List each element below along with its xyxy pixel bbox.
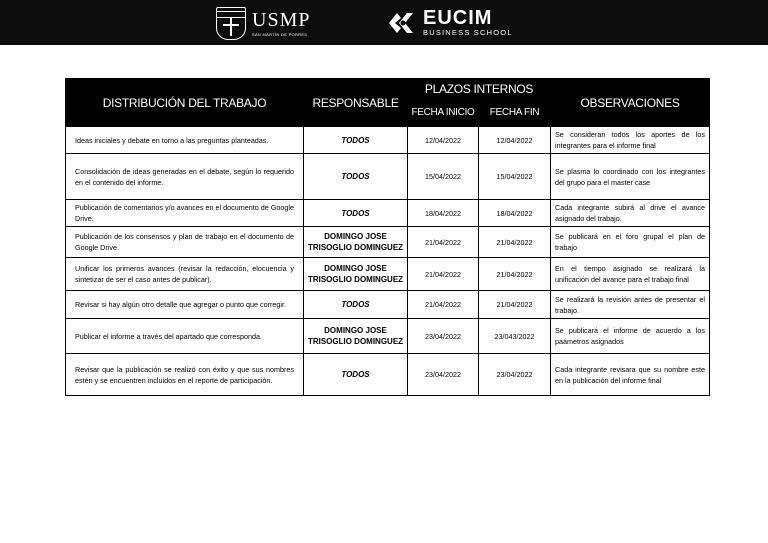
observaciones-cell: En el tiempo asignado se realizará la unificación del avance para el trabajo final xyxy=(551,258,710,291)
table-row xyxy=(66,291,710,319)
table-row xyxy=(66,227,710,258)
observaciones-cell: Se realizará la revisión antes de presentar el trabajo. xyxy=(551,291,710,319)
header-fecha-inicio: FECHA INICIO xyxy=(408,99,479,127)
fecha-inicio-cell: 18/04/2022 xyxy=(408,200,479,227)
fecha-fin-cell: 21/04/2022 xyxy=(479,291,551,319)
table-row xyxy=(66,127,710,154)
fecha-inicio-cell: 15/04/2022 xyxy=(408,154,479,200)
table-row xyxy=(66,258,710,291)
fecha-fin-cell: 23/043/2022 xyxy=(479,319,551,354)
fecha-fin-cell: 23/04/2022 xyxy=(479,354,551,396)
responsable-cell: TODOS xyxy=(304,291,408,319)
table-row xyxy=(66,200,710,227)
responsable-cell: TODOS xyxy=(304,354,408,396)
fecha-inicio-cell: 21/04/2022 xyxy=(408,291,479,319)
task-cell: Consolidación de ideas generadas en el debate, según lo requerido en el contenido del informe. xyxy=(66,154,304,200)
header-plazos-internos: PLAZOS INTERNOS xyxy=(408,79,551,99)
fecha-inicio-cell: 21/04/2022 xyxy=(408,227,479,258)
task-cell: Publicar el informe a través del apartado que corresponda. xyxy=(66,319,304,354)
table-row xyxy=(66,354,710,396)
eucim-logo xyxy=(387,8,513,38)
task-cell: Ideas iniciales y debate en torno a las preguntas planteadas. xyxy=(66,127,304,154)
header-banner xyxy=(0,0,768,45)
eucim-subtitle: BUSINESS SCHOOL xyxy=(423,28,513,37)
header-distribucion: DISTRIBUCIÓN DEL TRABAJO xyxy=(66,79,304,127)
observaciones-cell: Se publicará el informe de acuerdo a los paámetros asignados xyxy=(551,319,710,354)
responsable-cell: TODOS xyxy=(304,127,408,154)
responsable-cell: DOMINGO JOSE TRISOGLIO DOMINGUEZ xyxy=(304,258,408,291)
task-cell: Publicación de los consensos y plan de trabajo en el documento de Google Drive. xyxy=(66,227,304,258)
eucim-name: EUCIM xyxy=(423,7,493,29)
fecha-inicio-cell: 23/04/2022 xyxy=(408,319,479,354)
table-row xyxy=(66,154,710,200)
task-cell: Publicación de comentarios y/o avances en el documento de Google Drive. xyxy=(66,200,304,227)
observaciones-cell: Se consideran todos los aportes de los integrantes para el informe final xyxy=(551,127,710,154)
task-cell: Unificar los primeros avances (revisar la redacción, elocuencia y sintetizar de ser el caso antes de publicar). xyxy=(66,258,304,291)
fecha-fin-cell: 21/04/2022 xyxy=(479,258,551,291)
task-cell: Revisar que la publicación se realizó con éxito y que sus nombres estén y se encuentren incluidos en el reporte de participación. xyxy=(66,354,304,396)
observaciones-cell: Cada integrante subirá al drive el avance asignado del trabajo. xyxy=(551,200,710,227)
fecha-fin-cell: 21/04/2022 xyxy=(479,227,551,258)
eucim-emblem-icon xyxy=(387,10,415,36)
usmp-subtitle: SAN MARTÍN DE PORRES xyxy=(252,31,308,37)
fecha-fin-cell: 15/04/2022 xyxy=(479,154,551,200)
observaciones-cell: Cada integrante revisara que su nombre este en la publicación del informe final xyxy=(551,354,710,396)
header-fecha-fin: FECHA FIN xyxy=(479,99,551,127)
fecha-fin-cell: 18/04/2022 xyxy=(479,200,551,227)
fecha-inicio-cell: 21/04/2022 xyxy=(408,258,479,291)
header-observaciones: OBSERVACIONES xyxy=(551,79,710,127)
responsable-cell: TODOS xyxy=(304,154,408,200)
responsable-cell: DOMINGO JOSE TRISOGLIO DOMINGUEZ xyxy=(304,319,408,354)
header-responsable: RESPONSABLE xyxy=(304,79,408,127)
table-row xyxy=(66,319,710,354)
responsable-cell: TODOS xyxy=(304,200,408,227)
task-cell: Revisar si hay algún otro detalle que agregar o punto que corregir. xyxy=(66,291,304,319)
usmp-logo xyxy=(216,6,310,40)
observaciones-cell: Se publicará en el foro grupal el plan de trabajo xyxy=(551,227,710,258)
usmp-shield-icon xyxy=(216,7,246,40)
fecha-inicio-cell: 12/04/2022 xyxy=(408,127,479,154)
fecha-inicio-cell: 23/04/2022 xyxy=(408,354,479,396)
observaciones-cell: Se plasma lo coordinado con los integrantes del grupo para el master case xyxy=(551,154,710,200)
work-plan-table xyxy=(65,78,710,396)
responsable-cell: DOMINGO JOSE TRISOGLIO DOMINGUEZ xyxy=(304,227,408,258)
usmp-name: USMP xyxy=(252,8,311,31)
fecha-fin-cell: 12/04/2022 xyxy=(479,127,551,154)
